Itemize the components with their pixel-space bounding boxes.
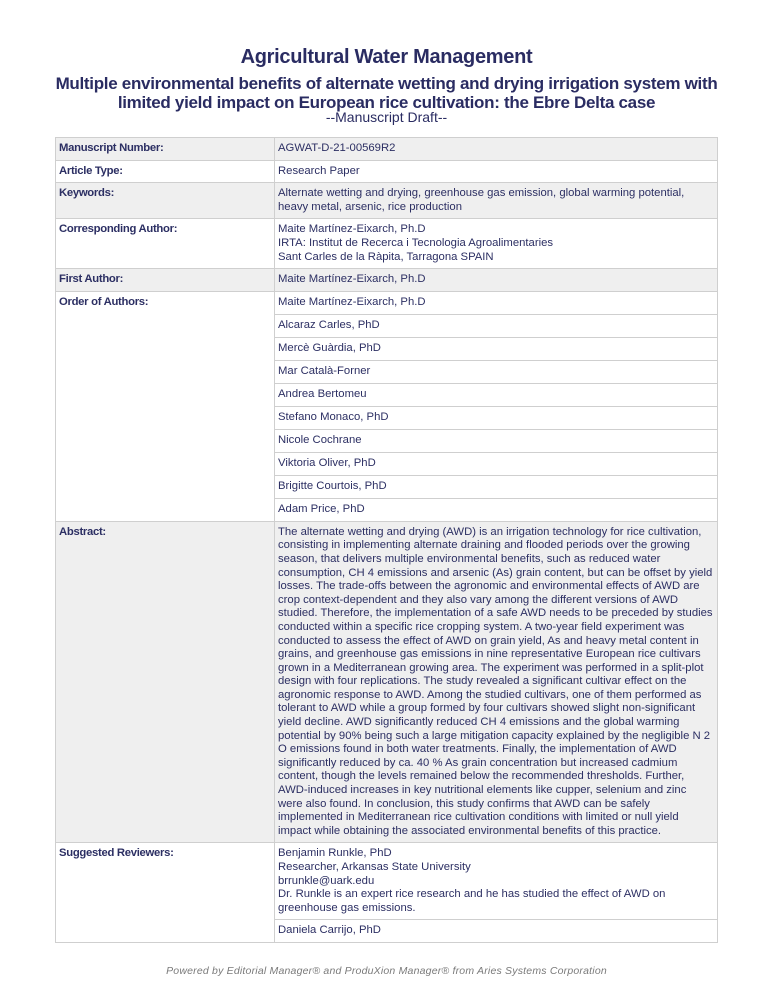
row-keywords <box>56 183 718 219</box>
manuscript-number-label: Manuscript Number: <box>56 138 275 161</box>
row-order-of-authors <box>56 291 718 314</box>
author-item: Adam Price, PhD <box>275 498 718 521</box>
author-item: Mar Català-Forner <box>275 360 718 383</box>
reviewer-2-name: Daniela Carrijo, PhD <box>275 920 718 943</box>
row-first-author <box>56 269 718 292</box>
author-item: Brigitte Courtois, PhD <box>275 475 718 498</box>
corresponding-author-label: Corresponding Author: <box>56 219 275 269</box>
corresponding-author-institution: IRTA: Institut de Recerca i Tecnologia Agroalimentaries <box>278 236 554 249</box>
article-type-label: Article Type: <box>56 160 275 183</box>
article-type-value: Research Paper <box>275 160 718 183</box>
footer-credit: Powered by Editorial Manager® and ProduXion Manager® from Aries Systems Corporation <box>166 965 607 977</box>
keywords-label: Keywords: <box>56 183 275 219</box>
abstract-label: Abstract: <box>56 521 275 843</box>
row-corresponding-author <box>56 219 718 269</box>
author-item: Stefano Monaco, PhD <box>275 406 718 429</box>
first-author-value: Maite Martínez-Eixarch, Ph.D <box>275 269 718 292</box>
row-suggested-reviewers <box>56 843 718 920</box>
author-item: Nicole Cochrane <box>275 429 718 452</box>
reviewer-1-email: brrunkle@uark.edu <box>278 874 375 887</box>
reviewer-1-name: Benjamin Runkle, PhD <box>278 847 392 860</box>
suggested-reviewers-label: Suggested Reviewers: <box>56 843 275 943</box>
order-of-authors-label: Order of Authors: <box>56 291 275 521</box>
manuscript-number-value: AGWAT-D-21-00569R2 <box>275 138 718 161</box>
author-item: Mercè Guàrdia, PhD <box>275 337 718 360</box>
manuscript-title: Multiple environmental benefits of alternate wetting and drying irrigation system with limited yield impact on European rice cultivation: the Ebre Delta case <box>55 74 718 112</box>
journal-title: Agricultural Water Management <box>240 46 533 68</box>
abstract-text: The alternate wetting and drying (AWD) is an irrigation technology for rice cultivation, consisting in implementing alternate draining and flooded periods over the growing season, that delivers multiple environmental benefits, such as reduced water consumption, CH 4 emissions and arsenic (As) grain content, but can be offset by yield losses. The trade-offs between the agronomic and environmental effects of AWD are crop context-dependent and they also vary among the different versions of AWD studied. Therefore, the implementation of a safe AWD needs to be preceded by studies conducted within a specific rice cropping system. A two-year field experiment was conducted to assess the effect of AWD on grain yield, As and heavy metal content in grains, and greenhouse gas emissions in nine representative European rice cultivars grown in a Mediterranean growing area. The experiment was performed in a split-plot design with four replications. The study revealed a significant cultivar effect on the agronomic response to AWD. Among the studied cultivars, one of them performed as tolerant to AWD while a group formed by four cultivars showed slight non-significant yield decline. AWD significantly reduced CH 4 emissions and the global warming potential by 90% being such a large mitigation capacity explained by the negligible N 2 O emissions found in both water treatments. Finally, the implementation of AWD significantly reduced by ca. 40 % As grain concentration but increased cadmium content, though the levels remained below the recommended thresholds. Further, AWD-induced increases in key nutritional elements like cupper, selenium and zinc were also found. In conclusion, this study confirms that AWD can be safely implemented in Mediterranean rice cultivation conditions with limited or null yield impact while obtaining the associated environmental benefits of this practice. <box>275 521 718 843</box>
row-abstract <box>56 521 718 843</box>
author-item: Maite Martínez-Eixarch, Ph.D <box>275 291 718 314</box>
keywords-value: Alternate wetting and drying, greenhouse gas emission, global warming potential, heavy metal, arsenic, rice production <box>275 183 718 219</box>
row-manuscript-number <box>56 138 718 161</box>
corresponding-author-value <box>275 219 718 269</box>
reviewer-1-affiliation: Researcher, Arkansas State University <box>278 861 471 873</box>
draft-label: --Manuscript Draft-- <box>325 109 448 125</box>
corresponding-author-location: Sant Carles de la Ràpita, Tarragona SPAIN <box>278 250 494 263</box>
manuscript-details-table <box>55 137 718 943</box>
reviewer-1 <box>275 843 718 920</box>
author-item: Viktoria Oliver, PhD <box>275 452 718 475</box>
corresponding-author-name: Maite Martínez-Eixarch, Ph.D <box>278 223 426 236</box>
row-article-type <box>56 160 718 183</box>
author-item: Alcaraz Carles, PhD <box>275 314 718 337</box>
reviewer-1-note: Dr. Runkle is an expert rice research and he has studied the effect of AWD on greenhouse gas emissions. <box>278 888 666 914</box>
author-item: Andrea Bertomeu <box>275 383 718 406</box>
first-author-label: First Author: <box>56 269 275 292</box>
